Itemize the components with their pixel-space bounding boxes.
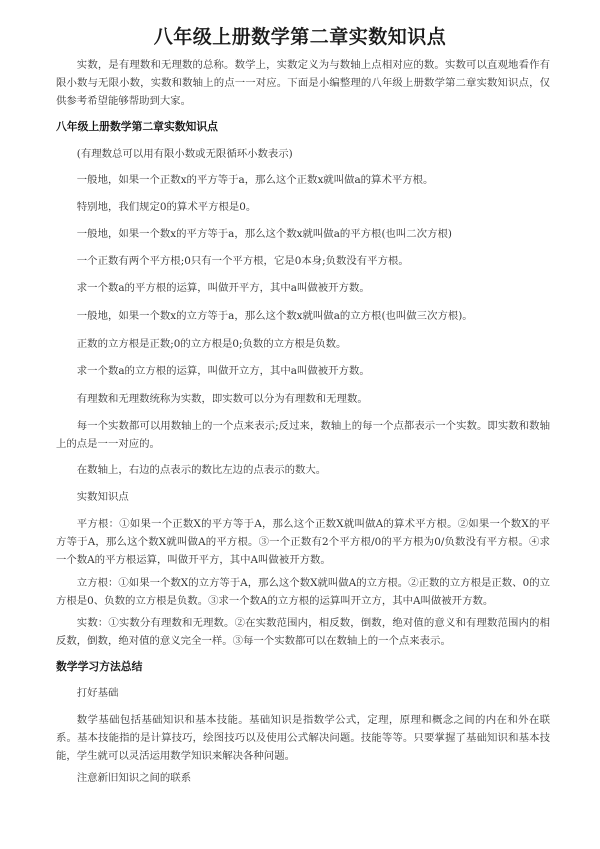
paragraph: (有理数总可以用有限小数或无限循环小数表示): [76, 148, 293, 160]
paragraph: 数学基础包括基础知识和基本技能。基础知识是指数学公式，定理，原理和概念之间的内在和外在联系。基本技能指的是计算技巧，绘图技巧以及使用公式解决问题。技能等等。只要掌握了基础知识和基本技能，学生就可以灵活运用数学知识来解决各种问题。: [56, 714, 550, 762]
paragraph: 求一个数a的立方根的运算，叫做开立方，其中a叫做被开方数。: [76, 365, 370, 377]
intro-paragraph: 实数，是有理数和无理数的总称。数学上，实数定义为与数轴上点相对应的数。实数可以直观地看作有限小数与无限小数，实数和数轴上的点一一对应。下面是小编整理的八年级上册数学第二章实数知识点，仅供参考希望能够帮助到大家。: [56, 59, 550, 107]
paragraph: 一般地，如果一个正数x的平方等于a，那么这个正数x就叫做a的算术平方根。: [76, 174, 434, 186]
section-heading: 数学学习方法总结: [56, 660, 143, 673]
paragraph: 平方根：①如果一个正数X的平方等于A，那么这个正数X就叫做A的算术平方根。②如果一个数X的平方等于A，那么这个数X就叫做A的平方根。③一个正数有2个平方根/0的平方根为0/负数没有平方根。④求一个数A的平方根运算，叫做开平方，其中A叫做被开方数。: [56, 518, 550, 566]
paragraph: 一般地，如果一个数x的立方等于a，那么这个数x就叫做a的立方根(也叫做三次方根)。: [76, 310, 473, 322]
paragraph: 一般地，如果一个数x的平方等于a，那么这个数x就叫做a的平方根(也叫二次方根): [76, 228, 452, 240]
subheading: 实数知识点: [76, 491, 129, 503]
paragraph: 求一个数a的平方根的运算，叫做开平方，其中a叫做被开方数。: [76, 282, 370, 294]
section-heading: 八年级上册数学第二章实数知识点: [56, 120, 218, 133]
paragraph: 实数：①实数分有理数和无理数。②在实数范围内，相反数，倒数，绝对值的意义和有理数范围内的相反数，倒数，绝对值的意义完全一样。③每一个实数都可以在数轴上的一个点来表示。: [56, 617, 550, 647]
paragraph: 立方根：①如果一个数X的立方等于A，那么这个数X就叫做A的立方根。②正数的立方根是正数、0的立方根是0、负数的立方根是负数。③求一个数A的立方根的运算叫开立方，其中A叫做被开方数。: [56, 577, 550, 607]
paragraph: 一个正数有两个平方根;0只有一个平方根，它是0本身;负数没有平方根。: [76, 255, 409, 267]
subheading: 打好基础: [76, 687, 119, 699]
page-title: 八年级上册数学第二章实数知识点: [153, 26, 447, 48]
paragraph: 在数轴上，右边的点表示的数比左边的点表示的数大。: [76, 464, 327, 476]
subheading: 注意新旧知识之间的联系: [76, 772, 192, 784]
paragraph: 每一个实数都可以用数轴上的一个点来表示;反过来，数轴上的每一个点都表示一个实数。即实数和数轴上的点是一一对应的。: [56, 420, 550, 450]
paragraph: 正数的立方根是正数;0的立方根是0;负数的立方根是负数。: [76, 338, 347, 350]
paragraph: 有理数和无理数统称为实数，即实数可以分为有理数和无理数。: [76, 393, 368, 405]
paragraph: 特别地，我们规定0的算术平方根是0。: [76, 201, 257, 213]
